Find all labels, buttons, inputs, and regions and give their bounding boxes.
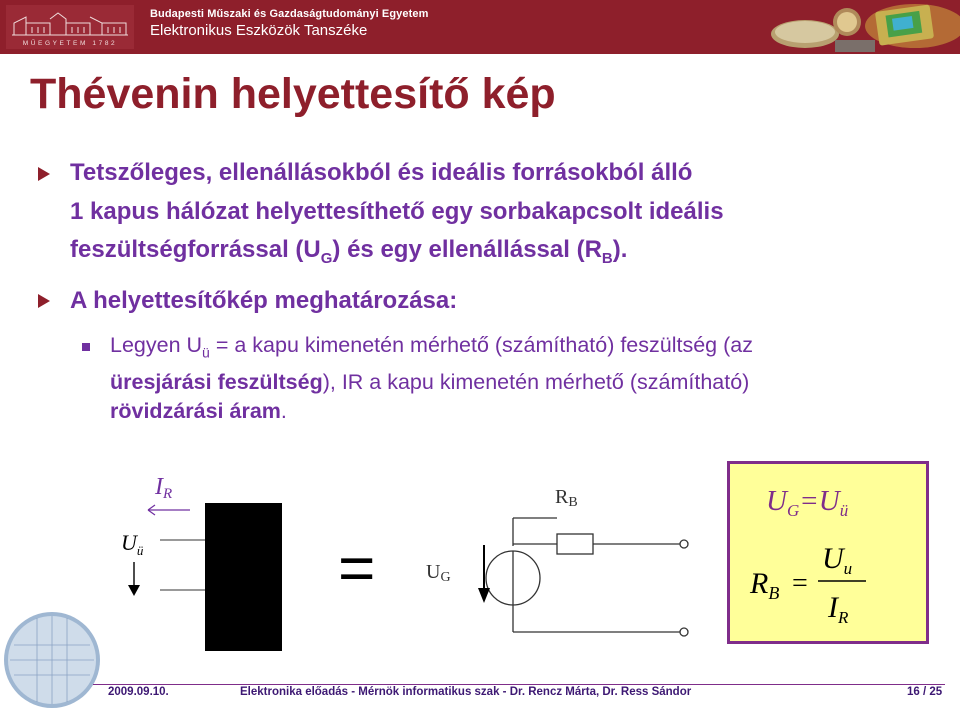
ug-label: UG bbox=[426, 561, 451, 585]
formula-rb: $R_B$ bbox=[750, 567, 780, 603]
uu-label: $U_ü$ bbox=[121, 530, 144, 558]
footer-divider bbox=[93, 684, 945, 685]
bullet-2: A helyettesítőkép meghatározása: bbox=[70, 287, 458, 314]
department-name: Elektronikus Eszközök Tanszéke bbox=[150, 22, 368, 39]
formula-ug-equals-uu: $U_G=U_ü$ bbox=[766, 485, 849, 520]
network-black-box bbox=[205, 503, 282, 651]
formula-numerator: $U_u$ bbox=[822, 542, 853, 578]
formula-box bbox=[727, 461, 929, 644]
resistor-rb bbox=[557, 534, 593, 554]
wafer-decoration bbox=[4, 612, 100, 708]
terminal-node-top bbox=[680, 540, 688, 548]
thevenin-circuit bbox=[486, 518, 680, 632]
footer-date: 2009.09.10. bbox=[108, 686, 169, 698]
slide-title: Thévenin helyettesítő kép bbox=[30, 70, 556, 118]
bullet-1-line-1: Tetszőleges, ellenállásokból és ideális forrásokból álló bbox=[70, 159, 693, 186]
university-name: Budapesti Műszaki és Gazdaságtudományi Egyetem bbox=[150, 8, 429, 20]
bullet-1-line-2: 1 kapus hálózat helyettesíthető egy sorbakapcsolt ideális bbox=[70, 197, 724, 225]
footer-course: Elektronika előadás - Mérnök informatikus szak - Dr. Rencz Márta, Dr. Ress Sándor bbox=[240, 686, 692, 698]
bullet-1-line-3: feszültségforrással $(U_G)$ és egy ellenállással $(R_B)$. bbox=[70, 236, 628, 267]
equals-sign: = bbox=[338, 532, 376, 604]
rb-label: RB bbox=[555, 486, 578, 510]
sub-bullet-line-3: rövidzárási áram. bbox=[110, 399, 287, 424]
terminal-node-bottom bbox=[680, 628, 688, 636]
ir-label: IR bbox=[155, 474, 173, 502]
sub-bullet-line-2: üresjárási feszültség), IR a kapu kimenetén mérhető (számítható) bbox=[110, 369, 750, 394]
formula-equals: = bbox=[792, 568, 808, 599]
logo-text: MŰEGYETEM 1782 bbox=[22, 40, 118, 47]
formula-denominator: $I_R$ bbox=[828, 591, 849, 627]
footer-page-number: 16 / 25 bbox=[907, 686, 943, 698]
sub-bullet-line-1: Legyen $U_ü = a$ kapu kimenetén mérhető (számítható) feszültség (az bbox=[110, 333, 753, 361]
